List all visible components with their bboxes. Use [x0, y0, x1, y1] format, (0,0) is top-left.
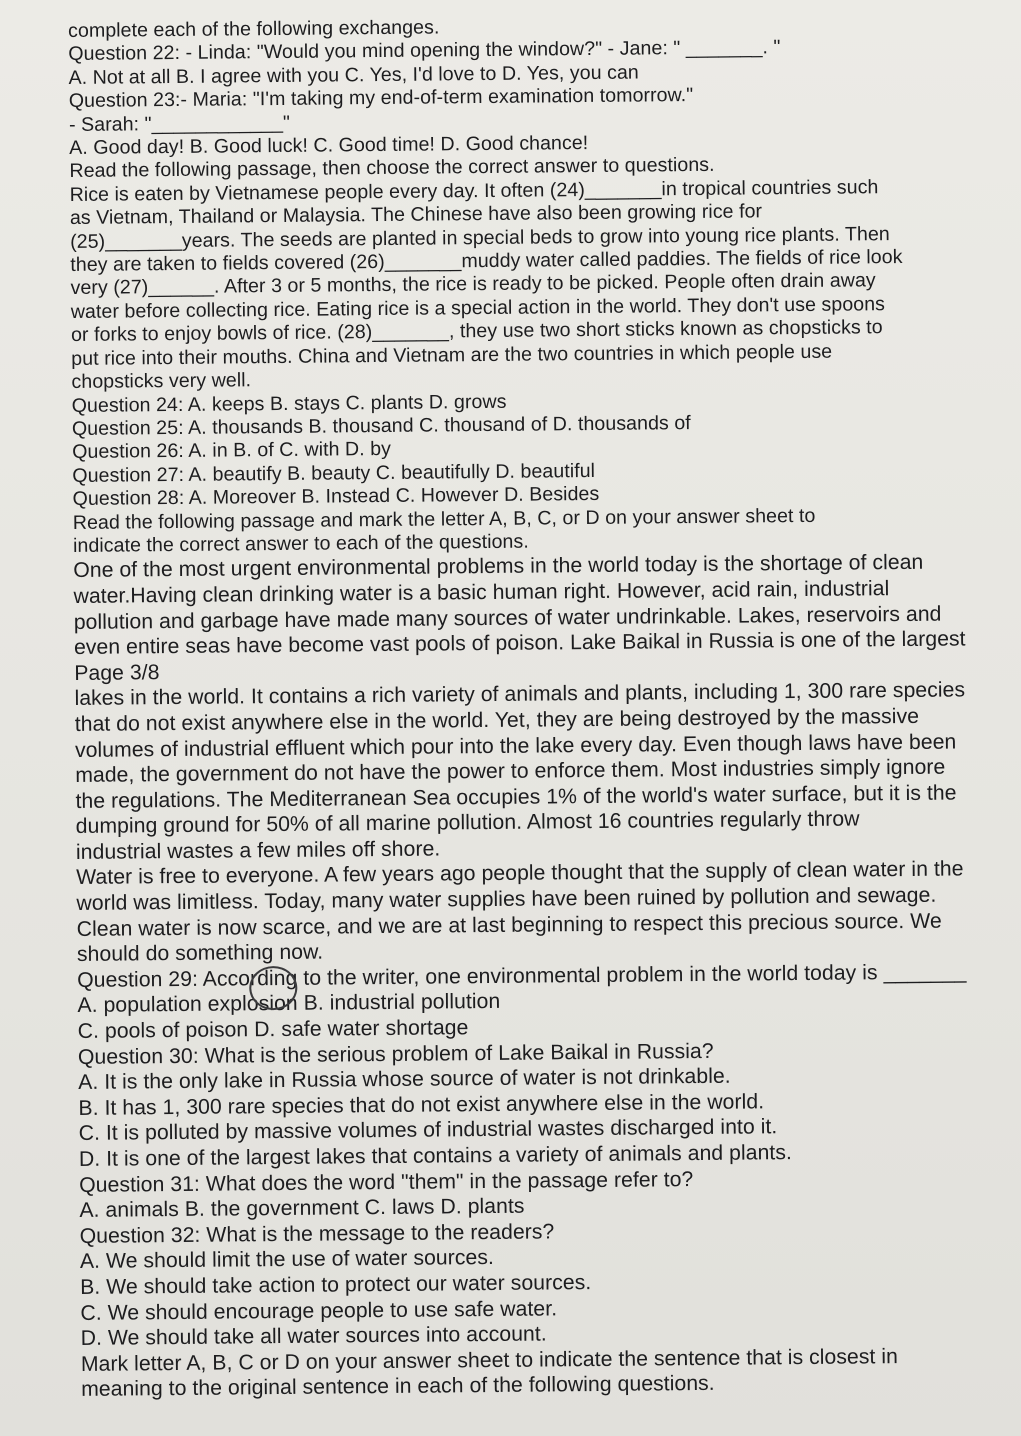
section-instruction: meaning to the original sentence in each of the following questions. [81, 1372, 715, 1402]
section-instruction: Mark letter A, B, C or D on your answer sheet to indicate the sentence that is closest in [80, 1344, 899, 1376]
passage-2-line: lakes in the world. It contains a rich variety of animals and plants, including 1, 300 rare species [74, 678, 966, 711]
passage-1-line: as Vietnam, Thailand or Malaysia. The Chinese have also been growing rice for [69, 200, 763, 230]
question-32-option: D. We should take all water sources into account. [80, 1322, 547, 1351]
question-30-option: D. It is one of the largest lakes that contains a variety of animals and plants. [78, 1141, 793, 1171]
passage-1-line: very (27)______. After 3 or 5 months, the rice is ready to be picked. People often drain away [70, 269, 876, 300]
question-32-option: B. We should take action to protect our water sources. [80, 1271, 592, 1299]
passage-2-line: the regulations. The Mediterranean Sea occupies 1% of the world's water surface, but it is the [75, 781, 957, 813]
question-29: Question 29: According to the writer, one environmental problem in the world today is _______ [77, 960, 967, 992]
exam-text [68, 11, 981, 1403]
passage-2-line: dumping ground for 50% of all marine pollution. Almost 16 countries regularly throw [75, 807, 860, 839]
passage-1-line: water before collecting rice. Eating rice is a special action in the world. They don't use spoons [70, 293, 886, 323]
passage-1-line: chopsticks very well. [71, 369, 252, 394]
passage-2-line: volumes of industrial effluent which pour into the lake every day. Even though laws have been [74, 730, 957, 762]
passage-2-line: world was limitless. Today, many water supplies have been ruined by pollution and sewage. [76, 883, 937, 916]
question-31: Question 31: What does the word "them" in the passage refer to? [79, 1167, 694, 1197]
passage-2-line: that do not exist anywhere else in the world. Yet, they are being destroyed by the massive [74, 704, 920, 736]
question-29-option: C. pools of poison D. safe water shortage [77, 1016, 469, 1043]
section-instruction: complete each of the following exchanges. [68, 16, 440, 42]
question-29-option: A. population explosion B. industrial pollution [77, 990, 501, 1018]
passage-1-instruction: Read the following passage, then choose the correct answer to questions. [69, 154, 715, 183]
question-25: Question 25: A. thousands B. thousand C. thousand of D. thousands of [71, 411, 691, 440]
question-30-option: A. It is the only lake in Russia whose source of water is not drinkable. [78, 1064, 731, 1095]
passage-2-line: One of the most urgent environmental problems in the world today is the shortage of clean [73, 551, 924, 583]
passage-2-instruction: indicate the correct answer to each of the questions. [72, 530, 529, 557]
question-22-options: A. Not at all B. I agree with you C. Yes, I'd love to D. Yes, you can [68, 61, 639, 89]
question-28: Question 28: A. Moreover B. Instead C. However D. Besides [72, 483, 600, 511]
question-30: Question 30: What is the serious problem of Lake Baikal in Russia? [77, 1039, 714, 1069]
passage-2-line: Clean water is now scarce, and we are at last beginning to respect this precious source. We [76, 909, 942, 941]
question-32-option: C. We should encourage people to use safe water. [80, 1296, 558, 1325]
question-32: Question 32: What is the message to the readers? [79, 1220, 555, 1248]
passage-1-line: (25)_______years. The seeds are planted in special beds to grow into young rice plants. Then [70, 222, 890, 253]
passage-2-line: made, the government do not have the power to enforce them. Most industries simply ignore [75, 755, 946, 788]
passage-2-line: industrial wastes a few miles off shore. [75, 837, 441, 864]
question-31-options: A. animals B. the government C. laws D. plants [79, 1194, 525, 1223]
question-23-options: A. Good day! B. Good luck! C. Good time! D. Good chance! [69, 132, 589, 160]
question-22: Question 22: - Linda: "Would you mind opening the window?" - Jane: " _______. " [68, 36, 781, 66]
passage-1-line: or forks to enjoy bowls of rice. (28)_______, they use two short sticks known as chopsticks to [70, 316, 883, 347]
passage-1-line: put rice into their mouths. China and Vietnam are the two countries in which people use [71, 340, 833, 370]
passage-1-line: Rice is eaten by Vietnamese people every day. It often (24)_______in tropical countries such [69, 176, 879, 206]
passage-2-line: water.Having clean drinking water is a basic human right. However, acid rain, industrial [73, 577, 890, 608]
passage-2-line: should do something now. [76, 940, 324, 967]
question-26: Question 26: A. in B. of C. with D. by [72, 438, 392, 464]
passage-2-instruction: Read the following passage and mark the letter A, B, C, or D on your answer sheet to [72, 504, 816, 534]
passage-1-line: they are taken to fields covered (26)_______muddy water called paddies. The fields of rice look [70, 246, 903, 277]
question-24: Question 24: A. keeps B. stays C. plants D. grows [71, 390, 507, 417]
passage-2-line: Water is free to everyone. A few years ago people thought that the supply of clean water in the [76, 857, 964, 890]
question-30-option: B. It has 1, 300 rare species that do not exist anywhere else in the world. [78, 1090, 765, 1120]
passage-2-line: even entire seas have become vast pools of poison. Lake Baikal in Russia is one of the largest [73, 627, 966, 660]
question-23: Question 23:- Maria: "I'm taking my end-of-term examination tomorrow." [68, 84, 694, 113]
question-30-option: C. It is polluted by massive volumes of industrial wastes discharged into it. [78, 1115, 778, 1146]
question-27: Question 27: A. beautify B. beauty C. beautifully D. beautiful [72, 459, 596, 487]
question-32-option: A. We should limit the use of water sources. [79, 1246, 494, 1274]
page-number: Page 3/8 [74, 660, 160, 685]
passage-2-line: pollution and garbage have made many sources of water undrinkable. Lakes, reservoirs and [73, 602, 942, 634]
pen-circle-mark [249, 966, 297, 1010]
question-23-reply: - Sarah: "____________" [68, 111, 291, 136]
